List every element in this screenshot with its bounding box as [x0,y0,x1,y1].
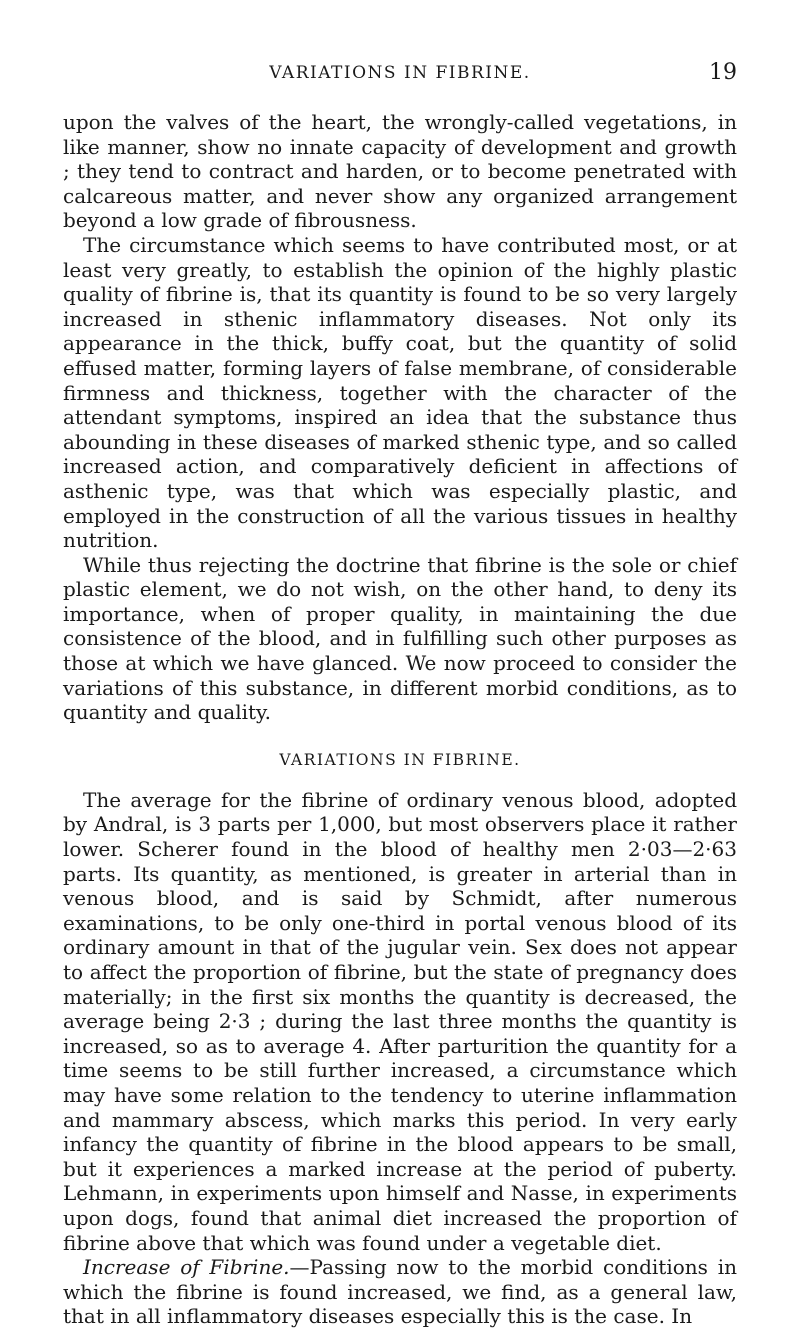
paragraph-plastic-quality: The circumstance which seems to have contributed most, or at least very greatly, to establish the opinion of the highly plastic quality of fibrine is, that its quantity is found to be so very largely increased in sthenic inflammatory diseases. Not only its appearance in the thick, buffy coat, but the quantity of solid effused matter, forming layers of false membrane, of considerable firmness and thickness, together with the character of the attendant symptoms, inspired an idea that the substance thus abounding in these diseases of marked sthenic type, and so called increased action, and comparatively deficient in affections of asthenic type, was that which was especially plastic, and employed in the construction of all the various tissues in healthy nutrition. [63,232,737,553]
paragraph-text: —Passing now to the morbid conditions in which the fibrine is found increased, we find, as a general law, that in all inflammatory diseases especially this is the case. In [63,1255,737,1329]
paragraph-importance: While thus rejecting the doctrine that fibrine is the sole or chief plastic element, we do not wish, on the other hand, to deny its importance, when of proper quality, in maintaining the due consistence of the blood, and in fulfilling such other purposes as those at which we have glanced. We now proceed to consider the variations of this substance, in different morbid conditions, as to quantity and quality. [63,552,737,725]
page-number: 19 [709,60,737,85]
paragraph-continued: upon the valves of the heart, the wrongly-called vegetations, in like manner, show no innate capacity of development and growth ; they tend to contract and harden, or to become penetrated with calcareous matter, and never show any organized arrangement beyond a low grade of fibrousness. [63,110,737,233]
paragraph-increase-of-fibrine [63,1255,737,1329]
running-title: VARIATIONS IN FIBRINE. [269,63,531,83]
section-heading: VARIATIONS IN FIBRINE. [279,750,521,769]
running-head [63,58,737,88]
paragraph-average-fibrine: The average for the fibrine of ordinary venous blood, adopted by Andral, is 3 parts per 1,000, but most observers place it rather lower. Scherer found in the blood of healthy men 2·03—2·63 parts. Its quantity, as mentioned, is greater in arterial than in venous blood, and is said by Schmidt, after numerous examinations, to be only one-third in portal venous blood of its ordinary amount in that of the jugular vein. Sex does not appear to affect the proportion of fibrine, but the state of pregnancy does materially; in the first six months the quantity is decreased, the average being 2·3 ; during the last three months the quantity is increased, so as to average 4. After parturition the quantity for a time seems to be still further increased, a circumstance which may have some relation to the tendency to uterine inflammation and mammary abscess, which marks this period. In very early infancy the quantity of fibrine in the blood appears to be small, but it experiences a marked increase at the period of puberty. Lehmann, in experiments upon himself and Nasse, in experiments upon dogs, found that animal diet increased the proportion of fibrine above that which was found under a vegetable diet. [63,787,737,1255]
italic-subheading: Increase of Fibrine. [83,1255,290,1280]
body-text [63,110,737,1329]
